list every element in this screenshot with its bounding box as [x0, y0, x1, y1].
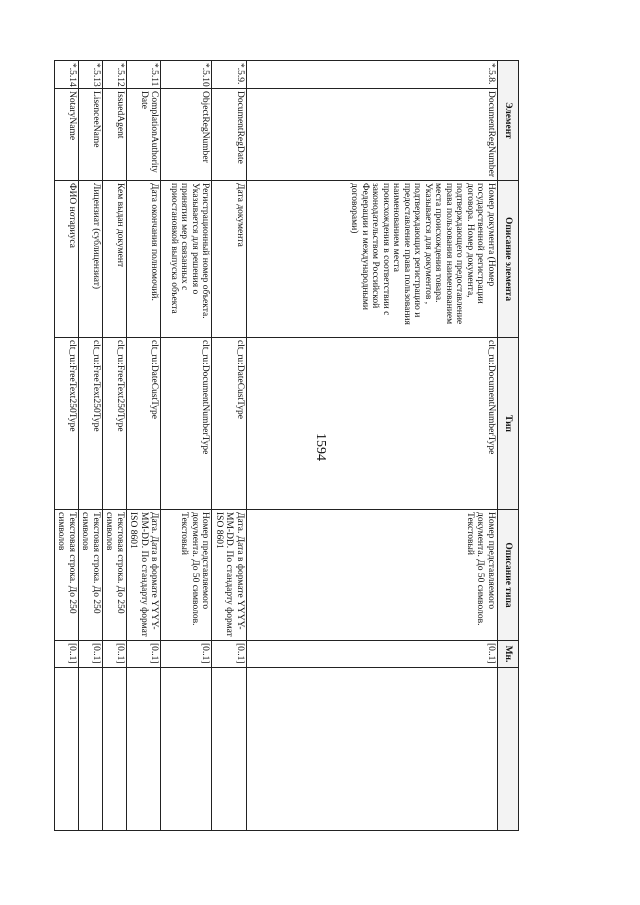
- row-number: *.5.10: [161, 61, 212, 89]
- table-row: [212, 61, 247, 831]
- row-element: DocumentRegNumber: [247, 89, 498, 181]
- row-type-description: Номер представляемого документа. До 50 символов. Текстовый: [247, 510, 498, 641]
- row-element: ComplationAuthorityDate: [127, 89, 162, 181]
- row-empty: [55, 668, 79, 831]
- row-type-description: Текстовая строка. До 250 символов: [79, 510, 103, 641]
- row-multiplicity: [0..1]: [55, 641, 79, 668]
- header-type-description: Описание типа: [498, 510, 519, 641]
- row-element: ObjectRegNumber: [161, 89, 212, 181]
- header-type: Тип: [498, 338, 519, 510]
- row-type-description: Дата. Дата в формате YYYY-MM-DD. По стандарту формат ISO 8601: [127, 510, 162, 641]
- header-empty: [498, 668, 519, 831]
- row-number: *.5.11: [127, 61, 162, 89]
- row-empty: [212, 668, 247, 831]
- page-number: 1594: [313, 433, 328, 461]
- table-row: [247, 61, 498, 831]
- row-type: clt_ru:DateCustType: [212, 338, 247, 510]
- row-type: clt_ru:FreeText250Type: [79, 338, 103, 510]
- row-number: *.5.8.: [247, 61, 498, 89]
- row-number: *.5.14: [55, 61, 79, 89]
- header-element: Элемент: [498, 61, 519, 181]
- row-multiplicity: [0..1]: [212, 641, 247, 668]
- table-row: [103, 61, 127, 831]
- row-multiplicity: [0..1]: [127, 641, 162, 668]
- row-multiplicity: [0..1]: [247, 641, 498, 668]
- row-number: *.5.12: [103, 61, 127, 89]
- row-empty: [79, 668, 103, 831]
- row-element: NotaryName: [55, 89, 79, 181]
- row-multiplicity: [0..1]: [103, 641, 127, 668]
- row-number: *.5.13: [79, 61, 103, 89]
- row-multiplicity: [0..1]: [79, 641, 103, 668]
- row-description: Дата окончания полномочий.: [127, 181, 162, 338]
- table-header-row: [498, 61, 519, 831]
- row-type: clt_ru:DateCustType: [127, 338, 162, 510]
- row-empty: [103, 668, 127, 831]
- table-row: [127, 61, 162, 831]
- row-element: DocumentRegDate: [212, 89, 247, 181]
- table-row: [55, 61, 79, 831]
- row-description: Кем выдан документ: [103, 181, 127, 338]
- row-element: LisenceeName: [79, 89, 103, 181]
- row-description: Лицензиат (сублицензиат): [79, 181, 103, 338]
- row-empty: [127, 668, 162, 831]
- rotated-content: [56, 60, 519, 830]
- row-description: Номер документа (Номер государственной регистрации договора. Номер документа, подтверждающего предоставление права пользования наименованием места происхождения товара. Указывается для документов , подтверждающих регистрацию и предоставление права пользования наименованием места происхождения в соответствии с законодательством Российской Федерации и международными договорами): [247, 181, 498, 338]
- row-description: ФИО нотариуса: [55, 181, 79, 338]
- row-type-description: Дата. Дата в формате YYYY-MM-DD. По стандарту формат ISO 8601: [212, 510, 247, 641]
- row-description: Дата документа: [212, 181, 247, 338]
- row-description: Регистрационный номер объекта. Указывается для решения о принятии мер связанных с приостановкой выпуска объекта: [161, 181, 212, 338]
- row-type: clt_ru:FreeText250Type: [55, 338, 79, 510]
- row-type-description: Текстовая строка. До 250 символов: [103, 510, 127, 641]
- table-row: [161, 61, 212, 831]
- row-empty: [247, 668, 498, 831]
- row-element: IssuedAgent: [103, 89, 127, 181]
- rotated-table-area: [56, 60, 519, 830]
- table-row: [79, 61, 103, 831]
- row-type-description: Текстовая строка. До 250 символов: [55, 510, 79, 641]
- row-empty: [161, 668, 212, 831]
- row-type: clt_ru:DocumentNumberType: [161, 338, 212, 510]
- row-type: clt_ru:FreeText250Type: [103, 338, 127, 510]
- element-spec-table: [54, 60, 519, 831]
- header-multiplicity: Мн.: [498, 641, 519, 668]
- row-multiplicity: [0..1]: [161, 641, 212, 668]
- row-type: clt_ru:DocumentNumberType: [247, 338, 498, 510]
- row-number: *.5.9.: [212, 61, 247, 89]
- row-type-description: Номер представляемого документа. До 50 символов. Текстовый: [161, 510, 212, 641]
- header-description: Описание элемента: [498, 181, 519, 338]
